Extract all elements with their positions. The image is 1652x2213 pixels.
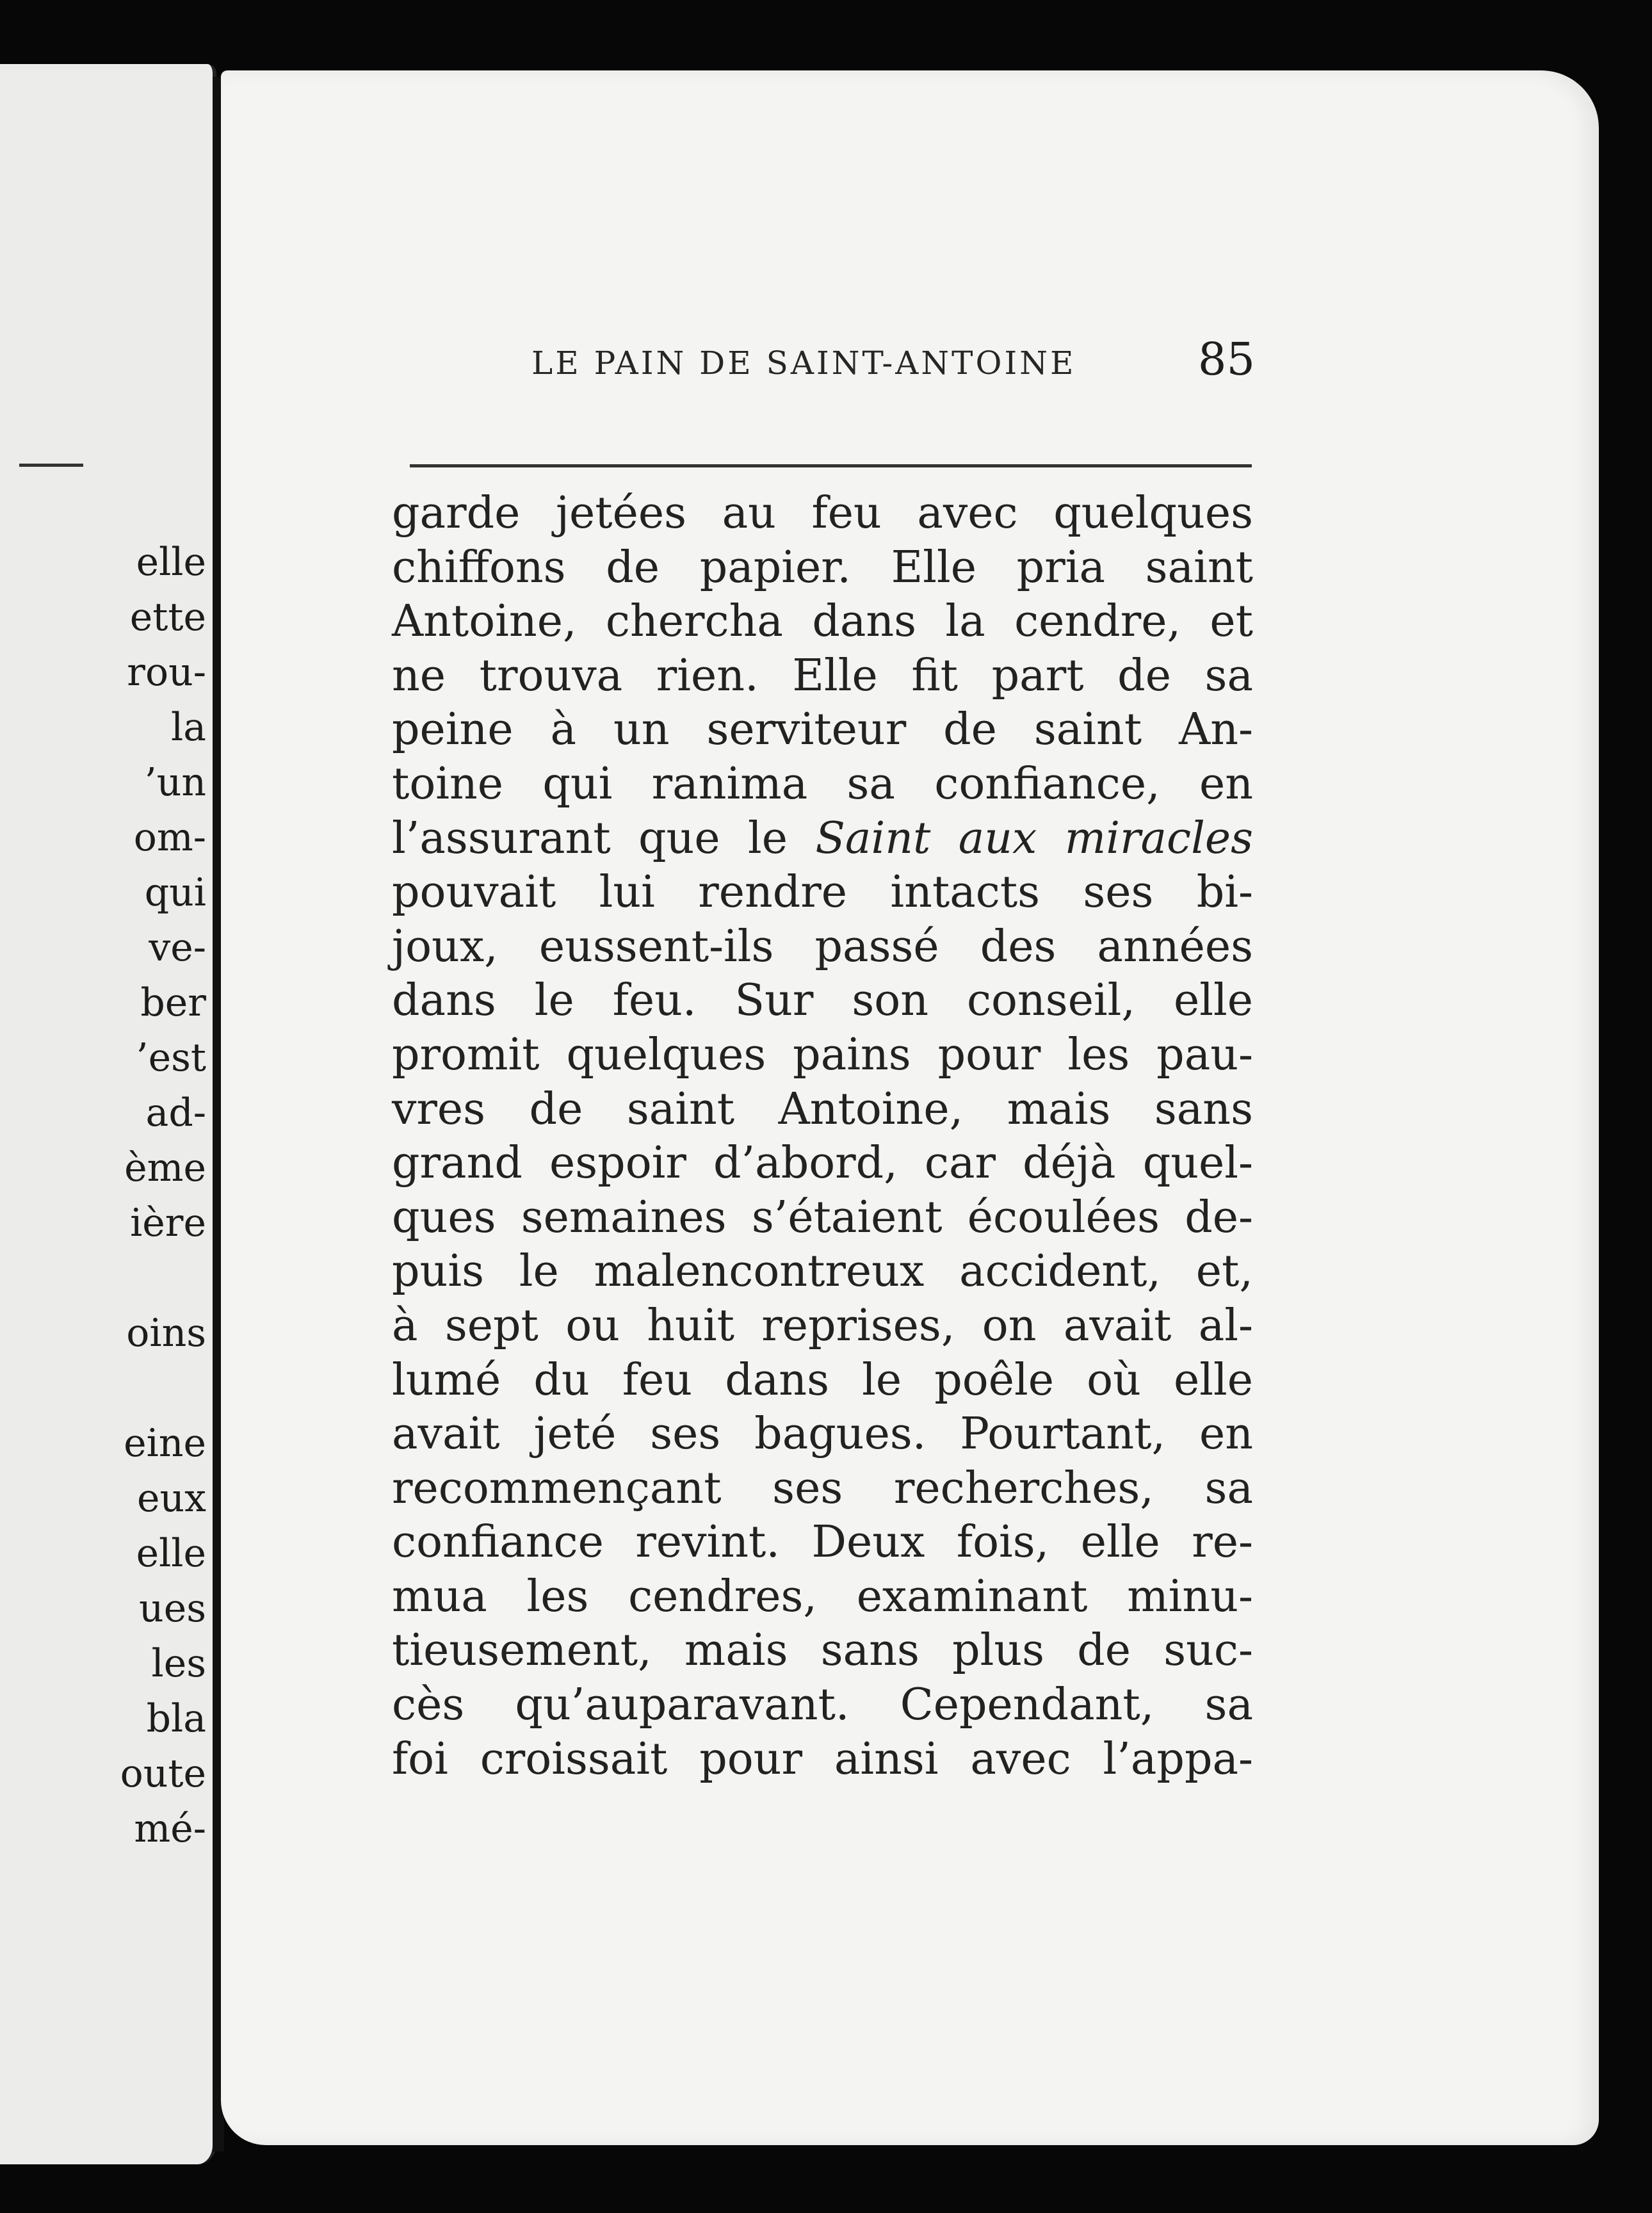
left-line: bla	[146, 1696, 206, 1741]
left-line: oute	[120, 1751, 206, 1796]
text-line: puis le malencontreux accident, et,	[392, 1246, 1253, 1297]
running-title: LE PAIN DE SAINT-ANTOINE	[531, 345, 1076, 382]
text-line: lumé du feu dans le poêle où elle	[392, 1354, 1253, 1406]
page-number: 85	[1197, 333, 1255, 385]
left-line: la	[171, 705, 206, 750]
left-line: elle	[136, 1531, 206, 1576]
left-line: ière	[130, 1201, 206, 1245]
left-line: qui	[144, 870, 206, 915]
left-line: eux	[137, 1476, 206, 1521]
text-line: garde jetées au feu avec quelques	[392, 488, 1253, 539]
left-page	[0, 64, 216, 2164]
text-line: ques semaines s’étaient écoulées de-	[392, 1192, 1253, 1243]
body-text	[392, 487, 1253, 1787]
text-line: confiance revint. Deux fois, elle re-	[392, 1517, 1253, 1568]
left-page-rule	[19, 464, 83, 467]
text-line: avait jeté ses bagues. Pourtant, en	[392, 1409, 1253, 1460]
left-line: rou-	[127, 650, 206, 695]
left-line: ette	[129, 595, 206, 640]
text-line: foi croissait pour ainsi avec l’appa-	[392, 1733, 1253, 1785]
text-line: chiffons de papier. Elle pria saint	[392, 542, 1253, 593]
text-line: pouvait lui rendre intacts ses bi-	[392, 867, 1253, 918]
running-head	[314, 333, 1255, 391]
left-line: ve-	[149, 925, 206, 970]
left-line-blank	[120, 1251, 206, 1306]
left-line: elle	[136, 540, 206, 585]
text-line: promit quelques pains pour les pau-	[392, 1029, 1253, 1080]
left-line: oins	[126, 1311, 206, 1356]
text-line: Antoine, chercha dans la cendre, et	[392, 596, 1253, 647]
text-line: toine qui ranima sa confiance, en	[392, 758, 1253, 809]
text-line: mua les cendres, examinant minu-	[392, 1571, 1253, 1622]
text-line: vres de saint Antoine, mais sans	[392, 1083, 1253, 1135]
text-line: peine à un serviteur de saint An-	[392, 704, 1253, 756]
left-line: ad-	[145, 1090, 206, 1135]
left-line: ’un	[144, 760, 206, 805]
left-line-blank	[120, 1361, 206, 1416]
text-line: cès qu’auparavant. Cependant, sa	[392, 1680, 1253, 1731]
text-line: joux, eussent-ils passé des années	[392, 921, 1253, 972]
text-line: à sept ou huit reprises, on avait al-	[392, 1300, 1253, 1351]
header-rule	[410, 464, 1252, 467]
left-line: mé-	[134, 1806, 206, 1851]
left-line: ème	[124, 1146, 206, 1190]
left-line: les	[151, 1641, 206, 1686]
left-line: ber	[140, 980, 206, 1025]
left-line: eine	[124, 1421, 206, 1466]
italic-phrase: Saint aux miracles	[815, 813, 1254, 864]
text-line: ne trouva rien. Elle fit part de sa	[392, 650, 1253, 701]
text-line: grand espoir d’abord, car déjà quel-	[392, 1138, 1253, 1189]
left-line: om-	[133, 815, 206, 860]
text-line: recommençant ses recherches, sa	[392, 1463, 1253, 1514]
text-line: tieusement, mais sans plus de suc-	[392, 1625, 1253, 1676]
text-line: dans le feu. Sur son conseil, elle	[392, 975, 1253, 1026]
left-line: ues	[139, 1586, 206, 1631]
left-line: ’est	[136, 1035, 206, 1080]
text-line: l’assurant que le Saint aux miracles	[392, 813, 1254, 864]
left-page-text	[120, 535, 206, 1856]
